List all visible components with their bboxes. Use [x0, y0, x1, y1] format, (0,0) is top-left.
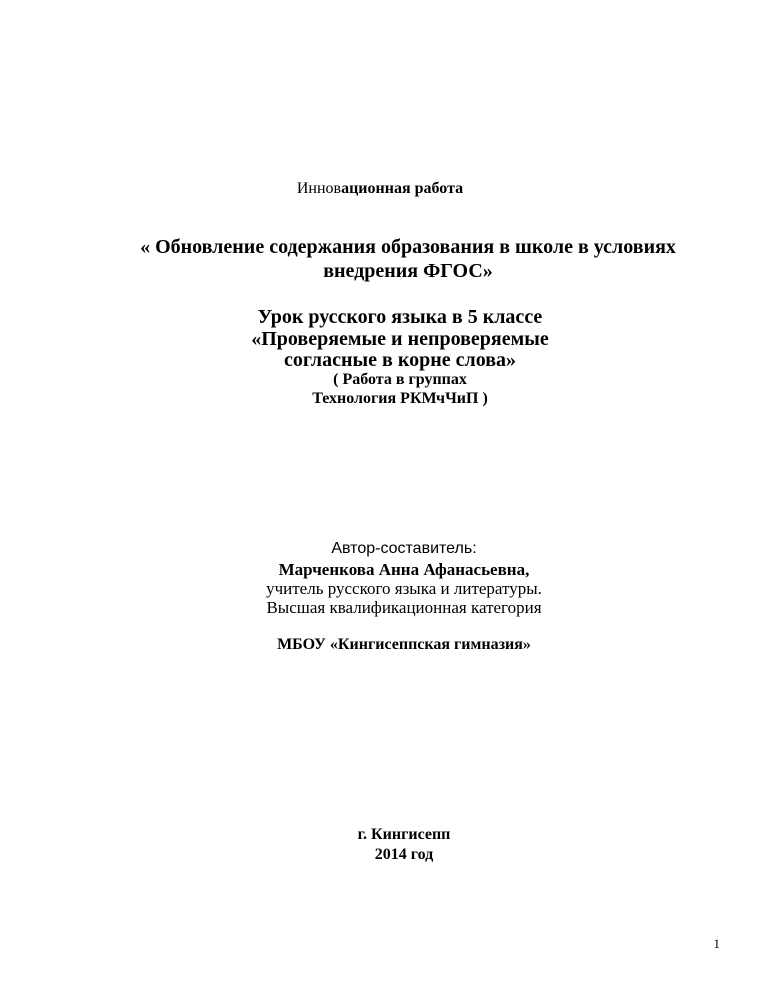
author-name: Марченкова Анна Афанасьевна,: [278, 560, 530, 579]
author-label: Автор-составитель:: [331, 540, 477, 557]
year: 2014 год: [374, 846, 434, 863]
project-title-line-2: внедрения ФГОС»: [323, 260, 493, 282]
author-position: учитель русского языка и литературы.: [266, 579, 542, 598]
author-category: Высшая квалификационная категория: [266, 598, 542, 617]
project-title-line-1: « Обновление содержания образования в школе в условиях: [140, 236, 676, 258]
school-name: МБОУ «Кингисеппская гимназия»: [277, 636, 531, 653]
lesson-title-line-2: «Проверяемые и непроверяемые: [251, 328, 549, 350]
header-suffix: ационная работа: [341, 180, 464, 197]
lesson-subtitle-line-2: Технология РКМчЧиП ): [312, 390, 488, 407]
lesson-subtitle-line-1: ( Работа в группах: [333, 371, 467, 388]
lesson-title-line-1: Урок русского языка в 5 классе: [257, 306, 543, 328]
city: г. Кингисепп: [357, 826, 451, 843]
document-header: [0, 180, 760, 198]
page-number: 1: [713, 936, 720, 951]
lesson-title-line-3: согласные в корне слова»: [283, 349, 517, 371]
header-prefix: Иннов: [296, 180, 342, 197]
